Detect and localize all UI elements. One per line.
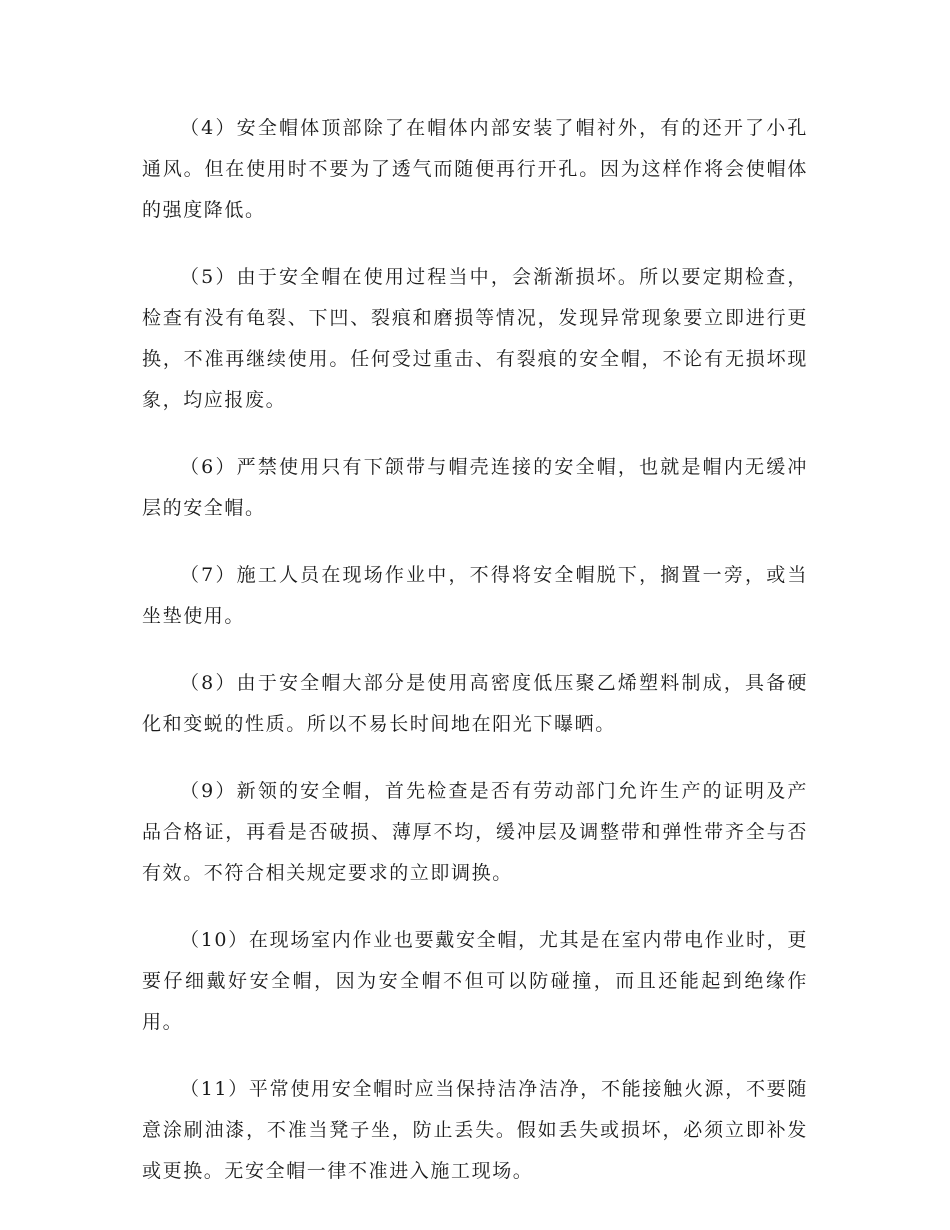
- paragraph-5: （5）由于安全帽在使用过程当中，会渐渐损坏。所以要定期检查，检查有没有龟裂、下凹、裂痕和磨损等情况，发现异常现象要立即进行更换，不准再继续使用。任何受过重击、有裂痕的安全帽，不论有无损坏现象，均应报废。: [142, 266, 808, 411]
- paragraph-7: （7）施工人员在现场作业中，不得将安全帽脱下，搁置一旁，或当坐垫使用。: [142, 564, 808, 627]
- paragraph-10: （10）在现场室内作业也要戴安全帽，尤其是在室内带电作业时，更要仔细戴好安全帽，因为安全帽不但可以防碰撞，而且还能起到绝缘作用。: [142, 929, 808, 1033]
- paragraph-4: （4）安全帽体顶部除了在帽体内部安装了帽衬外，有的还开了小孔通风。但在使用时不要为了透气而随便再行开孔。因为这样作将会使帽体的强度降低。: [142, 117, 808, 221]
- document-body: [142, 108, 808, 1218]
- paragraph-11: （11）平常使用安全帽时应当保持洁净洁净，不能接触火源，不要随意涂刷油漆，不准当凳子坐，防止丢失。假如丢失或损坏，必须立即补发或更换。无安全帽一律不准进入施工现场。: [142, 1078, 808, 1182]
- paragraph-6: （6）严禁使用只有下颌带与帽壳连接的安全帽，也就是帽内无缓冲层的安全帽。: [142, 456, 808, 519]
- paragraph-9: （9）新领的安全帽，首先检查是否有劳动部门允许生产的证明及产品合格证，再看是否破损、薄厚不均，缓冲层及调整带和弹性带齐全与否有效。不符合相关规定要求的立即调换。: [142, 780, 808, 884]
- paragraph-8: （8）由于安全帽大部分是使用高密度低压聚乙烯塑料制成，具备硬化和变蜕的性质。所以不易长时间地在阳光下曝晒。: [142, 672, 808, 735]
